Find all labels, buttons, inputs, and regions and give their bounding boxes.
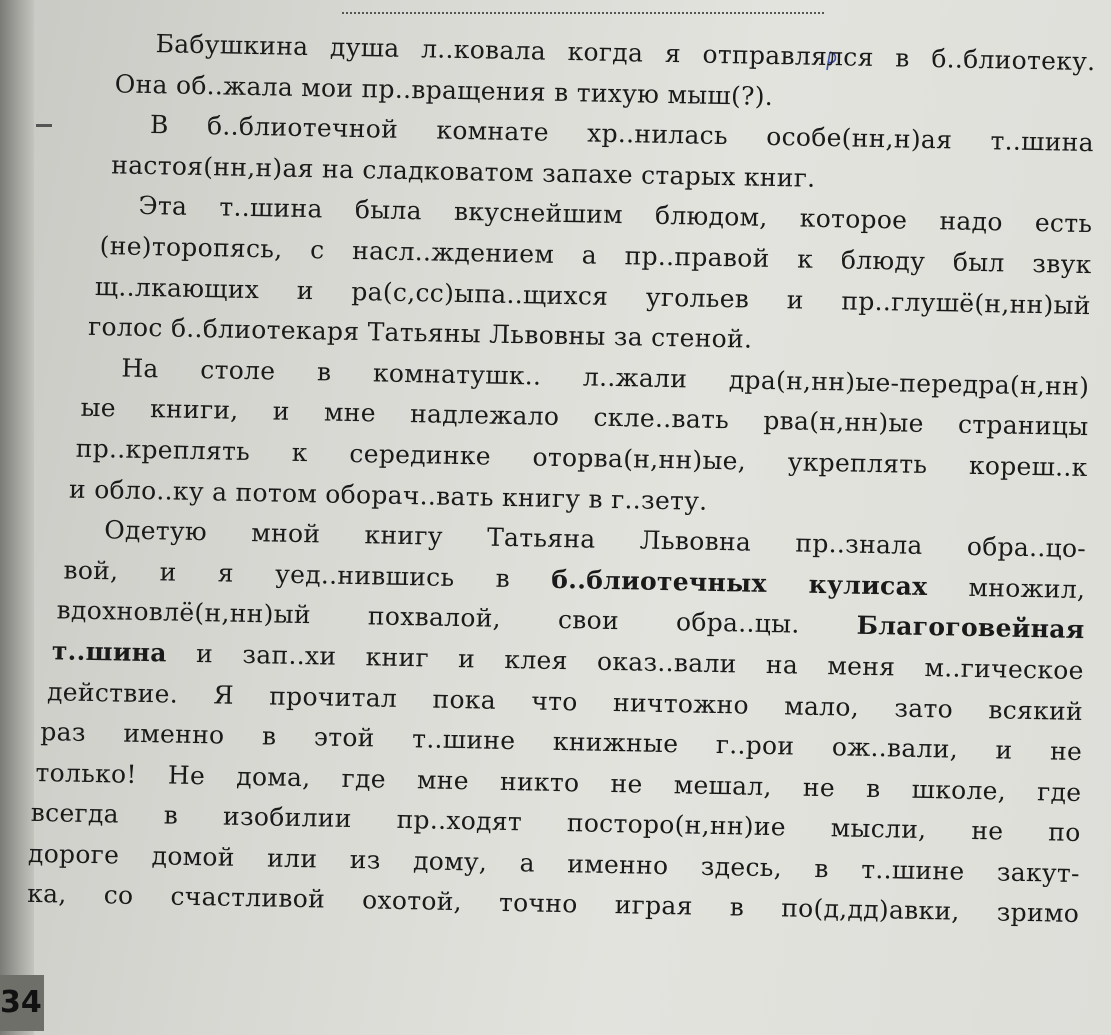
text-line: Бабушкина душа л..ковала когда я отправлялся в б..блиотеку. [155,29,1096,77]
text-line: голос б..блиотекаря Татьяны Львовны за стеной. [87,312,753,354]
bold-fragment: Благоговейная [856,611,1085,645]
bold-fragment: б..блиотечных кулисах [550,564,928,601]
text-fragment: и зап..хи книг и клея оказ..вали на меня м..гическое [166,638,1085,685]
exercise-text [27,22,1096,935]
text-line: На столе в комнатушк.. л..жали дра(н,нн)ые-передра(н,нн) [121,353,1090,401]
text-line: дороге домой или из дому, а именно здесь, в т..шине закут- [27,838,1081,888]
text-line: Одетую мной книгу Татьяна Львовна пр..знала обра..цо- [103,515,1087,564]
text-line: только! Не дома, где мне никто не мешал, не в школе, где [35,757,1082,807]
text-line: В б..блиотечной комнате хр..нилась особе(нн,н)ая т..шина [149,110,1095,158]
top-dotted-rule [342,12,824,14]
text-line: Она об..жала мои пр..вращения в тихую мыш(?). [114,68,774,111]
text-line: (не)торопясь, с насл..ждением а пр..правой к блюду был звук [99,231,1092,280]
text-line: ые книги, и мне надлежало скле..вать рва(н,нн)ые страницы [80,393,1089,442]
text-line: действие. Я прочитал пока что ничтожно мало, зато всякий [46,676,1084,726]
page-number: 34 [0,975,44,1031]
text-line: всегда в изобилии пр..ходят посторо(н,нн)ие мысли, не по [30,798,1081,848]
text-line: настоя(нн,н)ая на сладковатом запахе старых книг. [110,150,816,193]
text-fragment: множил, [927,571,1086,604]
text-line: ка, со счастливой охотой, точно играя в по(д,дд)авки, зримо [26,879,1080,929]
text-fragment: вдохновлё(н,нн)ый похвалой, свои обра..цы. [56,595,857,641]
bold-fragment: т..шина [51,636,168,668]
text-line: щ..лкающих и ра(с,сс)ыпа..щихся угольев и пр..глушё(н,нн)ый [94,271,1092,320]
text-fragment: вой, и я уед..нившись в [63,555,552,594]
text-line: пр..креплять к серединке оторва(н,нн)ые, укреплять кореш..к [75,433,1088,483]
text-line: Эта т..шина была вкуснейшим блюдом, которое надо есть [138,191,1093,239]
text-line: и обло..ку а потом оборач..вать книгу в г..зету. [68,474,708,516]
text-line: раз именно в этой т..шине книжные г..рои ож..вали, и не [40,717,1083,767]
